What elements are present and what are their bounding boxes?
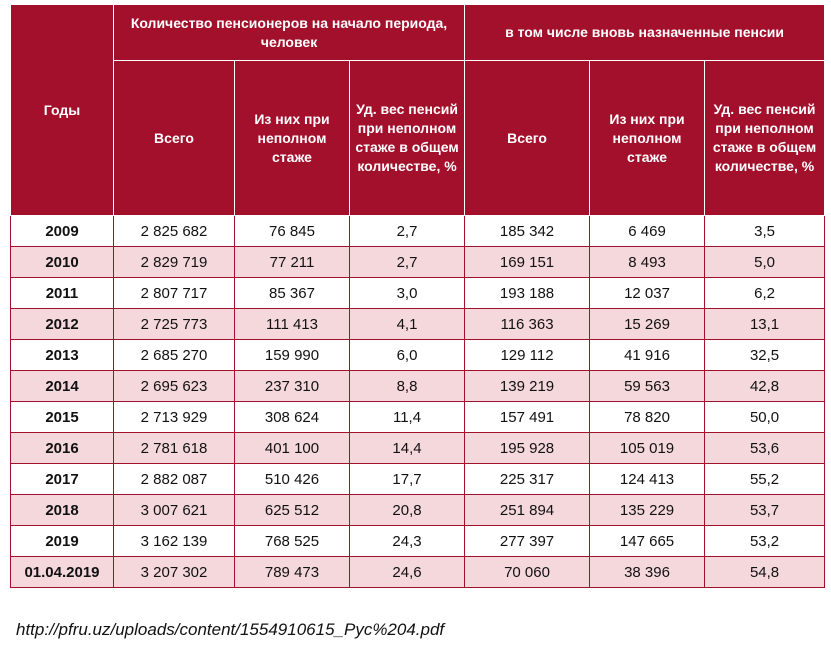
cell-year: 2019 [11,526,114,557]
cell-new-incomplete: 135 229 [590,495,705,526]
cell-incomplete: 768 525 [235,526,350,557]
cell-incomplete: 510 426 [235,464,350,495]
cell-new-incomplete: 78 820 [590,402,705,433]
cell-total: 2 829 719 [114,247,235,278]
cell-new-share: 53,2 [705,526,825,557]
cell-new-incomplete: 41 916 [590,340,705,371]
cell-share: 8,8 [350,371,465,402]
cell-year: 2009 [11,216,114,247]
cell-new-incomplete: 124 413 [590,464,705,495]
cell-new-total: 277 397 [465,526,590,557]
header-incomplete: Из них при неполном стаже [235,61,350,216]
cell-new-total: 70 060 [465,557,590,588]
cell-new-share: 3,5 [705,216,825,247]
cell-new-total: 169 151 [465,247,590,278]
cell-year: 2015 [11,402,114,433]
table-row [11,309,825,340]
cell-new-incomplete: 147 665 [590,526,705,557]
table-row [11,371,825,402]
cell-total: 2 713 929 [114,402,235,433]
cell-share: 17,7 [350,464,465,495]
cell-new-total: 139 219 [465,371,590,402]
cell-new-total: 195 928 [465,433,590,464]
cell-new-share: 53,7 [705,495,825,526]
cell-incomplete: 77 211 [235,247,350,278]
cell-incomplete: 237 310 [235,371,350,402]
table-body [11,216,825,588]
cell-total: 2 807 717 [114,278,235,309]
cell-year: 2012 [11,309,114,340]
cell-incomplete: 85 367 [235,278,350,309]
cell-total: 2 695 623 [114,371,235,402]
cell-incomplete: 76 845 [235,216,350,247]
cell-new-incomplete: 105 019 [590,433,705,464]
header-years: Годы [11,5,114,216]
cell-share: 20,8 [350,495,465,526]
table-row [11,278,825,309]
cell-new-incomplete: 6 469 [590,216,705,247]
cell-incomplete: 625 512 [235,495,350,526]
cell-year: 2016 [11,433,114,464]
cell-new-total: 251 894 [465,495,590,526]
cell-year: 2011 [11,278,114,309]
header-group-new-pensions: в том числе вновь назначенные пенсии [465,5,825,61]
cell-new-share: 54,8 [705,557,825,588]
cell-total: 2 781 618 [114,433,235,464]
cell-new-total: 225 317 [465,464,590,495]
cell-new-incomplete: 59 563 [590,371,705,402]
header-new-share: Уд. вес пенсий при неполном стаже в общем количестве, % [705,61,825,216]
cell-total: 3 007 621 [114,495,235,526]
cell-new-share: 32,5 [705,340,825,371]
cell-year: 2014 [11,371,114,402]
cell-year: 01.04.2019 [11,557,114,588]
cell-year: 2013 [11,340,114,371]
header-total: Всего [114,61,235,216]
cell-incomplete: 789 473 [235,557,350,588]
cell-share: 2,7 [350,247,465,278]
header-new-total: Всего [465,61,590,216]
cell-new-incomplete: 8 493 [590,247,705,278]
cell-new-total: 116 363 [465,309,590,340]
header-new-incomplete: Из них при неполном стаже [590,61,705,216]
cell-total: 2 825 682 [114,216,235,247]
table-row [11,402,825,433]
cell-total: 2 725 773 [114,309,235,340]
cell-year: 2017 [11,464,114,495]
source-link[interactable]: http://pfru.uz/uploads/content/1554910615_Рус%204.pdf [16,620,445,639]
cell-new-incomplete: 15 269 [590,309,705,340]
cell-share: 24,6 [350,557,465,588]
header-share: Уд. вес пенсий при неполном стаже в общем количестве, % [350,61,465,216]
cell-share: 24,3 [350,526,465,557]
table-row [11,495,825,526]
table-row [11,557,825,588]
cell-new-total: 185 342 [465,216,590,247]
cell-incomplete: 111 413 [235,309,350,340]
cell-year: 2010 [11,247,114,278]
cell-new-total: 193 188 [465,278,590,309]
cell-share: 4,1 [350,309,465,340]
cell-share: 14,4 [350,433,465,464]
cell-new-incomplete: 12 037 [590,278,705,309]
cell-year: 2018 [11,495,114,526]
cell-new-share: 6,2 [705,278,825,309]
cell-total: 3 207 302 [114,557,235,588]
table-row [11,433,825,464]
table-row [11,340,825,371]
table-row [11,464,825,495]
cell-new-incomplete: 38 396 [590,557,705,588]
table-row [11,247,825,278]
cell-share: 11,4 [350,402,465,433]
cell-share: 2,7 [350,216,465,247]
pension-table [10,4,825,588]
table-row [11,216,825,247]
table-header [11,5,825,216]
cell-new-total: 157 491 [465,402,590,433]
cell-share: 6,0 [350,340,465,371]
cell-new-share: 13,1 [705,309,825,340]
cell-new-share: 53,6 [705,433,825,464]
cell-incomplete: 308 624 [235,402,350,433]
cell-incomplete: 159 990 [235,340,350,371]
cell-incomplete: 401 100 [235,433,350,464]
cell-share: 3,0 [350,278,465,309]
table-row [11,526,825,557]
cell-total: 2 685 270 [114,340,235,371]
cell-new-share: 42,8 [705,371,825,402]
header-group-pensioners: Количество пенсионеров на начало периода, человек [114,5,465,61]
cell-new-total: 129 112 [465,340,590,371]
cell-total: 3 162 139 [114,526,235,557]
cell-total: 2 882 087 [114,464,235,495]
cell-new-share: 55,2 [705,464,825,495]
cell-new-share: 50,0 [705,402,825,433]
cell-new-share: 5,0 [705,247,825,278]
